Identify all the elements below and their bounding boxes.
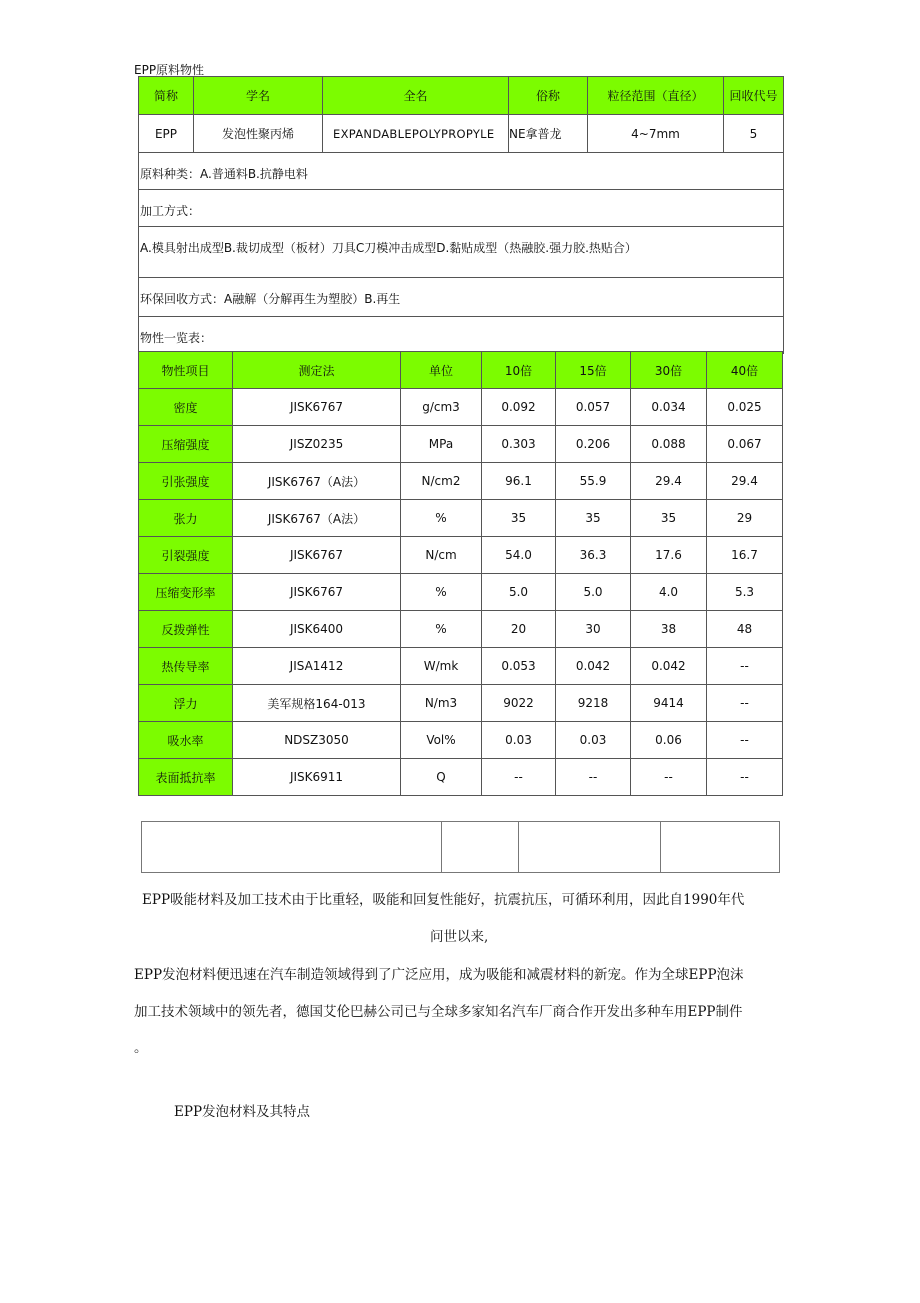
common-name-cell: NE拿普龙 [509, 115, 588, 153]
method-cell: JISK6767 [233, 537, 401, 574]
table-row [139, 389, 783, 426]
method-cell: JISZ0235 [233, 426, 401, 463]
method-cell: JISA1412 [233, 648, 401, 685]
empty-cell [661, 822, 780, 873]
value-40x-cell: -- [707, 759, 783, 796]
empty-table [141, 821, 780, 873]
header-cell: 10倍 [482, 352, 556, 389]
section-heading: EPP发泡材料及其特点 [174, 1104, 311, 1120]
value-30x-cell: 17.6 [631, 537, 707, 574]
item-cell: 吸水率 [139, 722, 233, 759]
value-40x-cell: 29.4 [707, 463, 783, 500]
unit-cell: N/cm [401, 537, 482, 574]
value-15x-cell: 0.042 [556, 648, 631, 685]
value-30x-cell: 0.042 [631, 648, 707, 685]
value-15x-cell: 9218 [556, 685, 631, 722]
value-10x-cell: 0.092 [482, 389, 556, 426]
size-cell: 4~7mm [588, 115, 724, 153]
value-15x-cell: 35 [556, 500, 631, 537]
method-cell: 美军规格164-013 [233, 685, 401, 722]
value-30x-cell: 0.088 [631, 426, 707, 463]
unit-cell: % [401, 574, 482, 611]
recycling-row [139, 278, 784, 317]
method-cell: JISK6400 [233, 611, 401, 648]
method-cell: JISK6767（A法） [233, 463, 401, 500]
unit-cell: g/cm3 [401, 389, 482, 426]
item-cell: 热传导率 [139, 648, 233, 685]
value-40x-cell: 48 [707, 611, 783, 648]
value-40x-cell: 5.3 [707, 574, 783, 611]
header-cell: 粒径范围（直径） [588, 77, 724, 115]
table-row [139, 722, 783, 759]
item-cell: 表面抵抗率 [139, 759, 233, 796]
value-10x-cell: 0.303 [482, 426, 556, 463]
property-table [138, 351, 783, 796]
value-40x-cell: 0.025 [707, 389, 783, 426]
sci-name-cell: 发泡性聚丙烯 [194, 115, 323, 153]
table-row [139, 759, 783, 796]
empty-row [142, 822, 780, 873]
unit-cell: % [401, 611, 482, 648]
paragraph-2-line-1: EPP发泡材料便迅速在汽车制造领域得到了广泛应用，成为吸能和减震材料的新宠。作为全球EPP泡沫 [134, 967, 744, 983]
header-cell: 回收代号 [724, 77, 784, 115]
processing-detail-row [139, 227, 784, 278]
item-cell: 引张强度 [139, 463, 233, 500]
property-header-row [139, 352, 783, 389]
value-10x-cell: 0.03 [482, 722, 556, 759]
value-40x-cell: -- [707, 648, 783, 685]
value-30x-cell: 4.0 [631, 574, 707, 611]
method-cell: NDSZ3050 [233, 722, 401, 759]
table-row [139, 426, 783, 463]
header-cell: 学名 [194, 77, 323, 115]
unit-cell: MPa [401, 426, 482, 463]
paragraph-1-line-1: EPP吸能材料及加工技术由于比重轻，吸能和回复性能好，抗震抗压，可循环利用，因此自1990年代 [142, 892, 745, 908]
method-cell: JISK6911 [233, 759, 401, 796]
method-cell: JISK6767（A法） [233, 500, 401, 537]
table-row [139, 537, 783, 574]
item-cell: 张力 [139, 500, 233, 537]
table-row [139, 685, 783, 722]
table-row [139, 463, 783, 500]
table-caption: EPP原料物性 [134, 63, 205, 77]
empty-cell [519, 822, 661, 873]
value-30x-cell: -- [631, 759, 707, 796]
value-10x-cell: 5.0 [482, 574, 556, 611]
value-30x-cell: 0.06 [631, 722, 707, 759]
info-value-row [139, 115, 784, 153]
value-30x-cell: 38 [631, 611, 707, 648]
value-10x-cell: 35 [482, 500, 556, 537]
table-row [139, 500, 783, 537]
table-row [139, 611, 783, 648]
paragraph-2-line-3: 。 [134, 1040, 148, 1056]
info-header-row [139, 77, 784, 115]
value-30x-cell: 9414 [631, 685, 707, 722]
value-10x-cell: -- [482, 759, 556, 796]
unit-cell: N/m3 [401, 685, 482, 722]
unit-cell: Q [401, 759, 482, 796]
method-cell: JISK6767 [233, 389, 401, 426]
unit-cell: % [401, 500, 482, 537]
header-cell: 简称 [139, 77, 194, 115]
value-15x-cell: 36.3 [556, 537, 631, 574]
item-cell: 浮力 [139, 685, 233, 722]
value-15x-cell: -- [556, 759, 631, 796]
value-15x-cell: 30 [556, 611, 631, 648]
header-cell: 40倍 [707, 352, 783, 389]
value-10x-cell: 96.1 [482, 463, 556, 500]
property-label-cell: 物性一览表： [139, 317, 784, 354]
abbr-cell: EPP [139, 115, 194, 153]
value-15x-cell: 0.057 [556, 389, 631, 426]
value-10x-cell: 0.053 [482, 648, 556, 685]
unit-cell: Vol% [401, 722, 482, 759]
value-40x-cell: 16.7 [707, 537, 783, 574]
table-row [139, 574, 783, 611]
header-cell: 单位 [401, 352, 482, 389]
header-cell: 俗称 [509, 77, 588, 115]
item-cell: 压缩强度 [139, 426, 233, 463]
header-cell: 测定法 [233, 352, 401, 389]
value-40x-cell: 0.067 [707, 426, 783, 463]
paragraph-1-line-2: 问世以来, [430, 929, 489, 945]
unit-cell: W/mk [401, 648, 482, 685]
raw-types-cell: 原料种类：A.普通料B.抗静电料 [139, 153, 784, 190]
raw-types-row [139, 153, 784, 190]
table-row [139, 648, 783, 685]
recycling-cell: 环保回收方式：A融解（分解再生为塑胶）B.再生 [139, 278, 784, 317]
processing-detail-cell: A.模具射出成型B.裁切成型（板材）刀具C刀模冲击成型D.黏贴成型（热融胶.强力胶.热贴合） [139, 227, 784, 278]
value-30x-cell: 35 [631, 500, 707, 537]
item-cell: 密度 [139, 389, 233, 426]
property-label-row [139, 317, 784, 354]
value-30x-cell: 0.034 [631, 389, 707, 426]
value-10x-cell: 54.0 [482, 537, 556, 574]
value-10x-cell: 20 [482, 611, 556, 648]
value-40x-cell: -- [707, 722, 783, 759]
method-cell: JISK6767 [233, 574, 401, 611]
value-40x-cell: -- [707, 685, 783, 722]
value-15x-cell: 0.03 [556, 722, 631, 759]
processing-label-cell: 加工方式： [139, 190, 784, 227]
header-cell: 物性项目 [139, 352, 233, 389]
item-cell: 反拨弹性 [139, 611, 233, 648]
header-cell: 15倍 [556, 352, 631, 389]
value-15x-cell: 55.9 [556, 463, 631, 500]
value-15x-cell: 5.0 [556, 574, 631, 611]
processing-label-row [139, 190, 784, 227]
header-cell: 30倍 [631, 352, 707, 389]
unit-cell: N/cm2 [401, 463, 482, 500]
value-10x-cell: 9022 [482, 685, 556, 722]
header-cell: 全名 [323, 77, 509, 115]
full-name-cell: EXPANDABLEPOLYPROPYLE [323, 115, 509, 153]
recycle-code-cell: 5 [724, 115, 784, 153]
value-15x-cell: 0.206 [556, 426, 631, 463]
paragraph-2-line-2: 加工技术领域中的领先者，德国艾伦巴赫公司已与全球多家知名汽车厂商合作开发出多种车用EPP制件 [134, 1004, 743, 1020]
value-30x-cell: 29.4 [631, 463, 707, 500]
item-cell: 引裂强度 [139, 537, 233, 574]
material-info-table [138, 76, 784, 354]
empty-cell [442, 822, 519, 873]
item-cell: 压缩变形率 [139, 574, 233, 611]
value-40x-cell: 29 [707, 500, 783, 537]
empty-cell [142, 822, 442, 873]
